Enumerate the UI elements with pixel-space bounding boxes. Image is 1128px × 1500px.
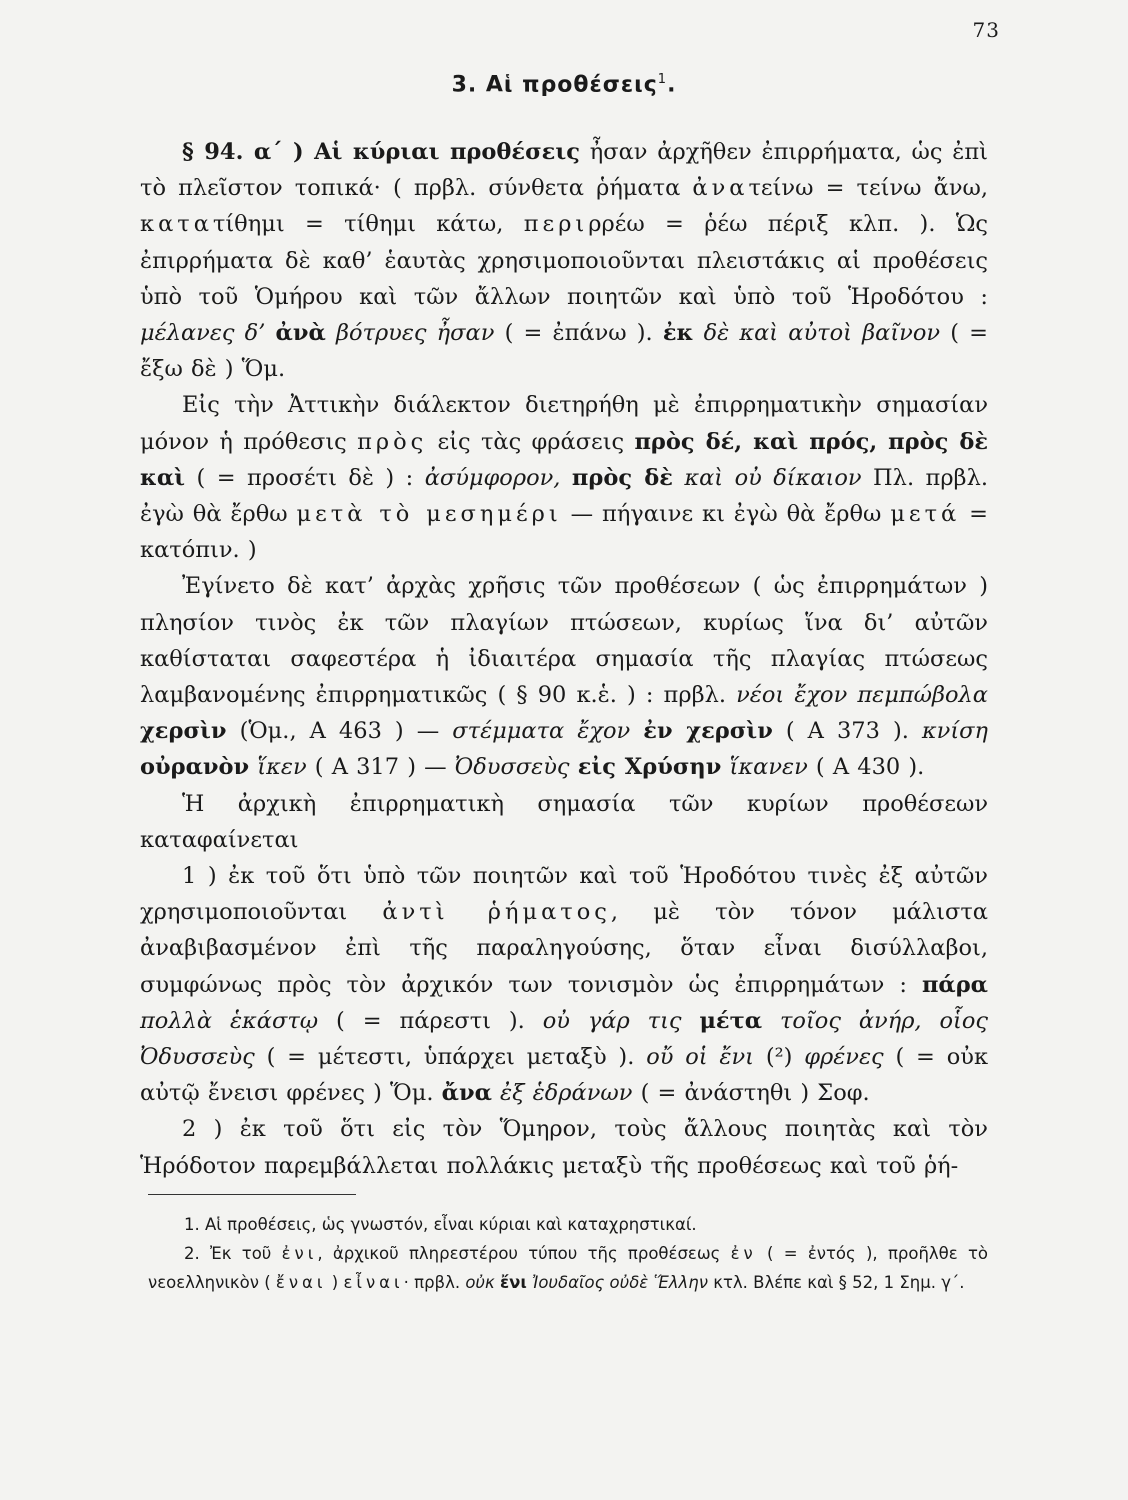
paragraph-segment: 1 ) ἐκ τοῦ ὅτι ὑπὸ τῶν ποιητῶν καὶ τοῦ Ἡροδότου τινὲς ἐξ αὐτῶν χρησιμοποιοῦνται (140, 863, 988, 926)
section-title: 3. Αἱ προθέσεις$^1$. (451, 72, 677, 98)
paragraph-segment: νέοι ἔχον πεμπώβολα (736, 682, 988, 709)
paragraph-segment: μέλανες δ’ (140, 320, 276, 347)
paragraph-94 (140, 134, 988, 387)
main-text (140, 134, 988, 1184)
paragraph-segment: πρὸς (357, 428, 428, 455)
footnote-segment: Ἰουδαῖος οὐδὲ Ἕλλην (526, 1273, 708, 1292)
footnote-segment: ἐνι (281, 1244, 318, 1263)
paragraph-segment: τίθημι = τίθημι κάτω, (212, 211, 524, 238)
paragraph-point-2 (140, 1111, 988, 1183)
paragraph-segment: δὲ καὶ αὐτοὶ βαῖνον (693, 320, 941, 347)
footnote-segment: κτλ. Βλέπε καὶ § 52, 1 Σημ. γ΄. (707, 1273, 965, 1292)
paragraph-segment: χερσὶν (140, 718, 227, 745)
footnote-divider (148, 1194, 356, 1195)
paragraph-segment: εἰς τὰς φράσεις (427, 428, 635, 455)
paragraph-segment: ( Α 430 ). (807, 754, 925, 781)
paragraph-segment: ( = ἀνάστηθι ) Σοφ. (632, 1080, 870, 1107)
paragraph-segment: ἄνα (441, 1080, 492, 1107)
paragraph-segment: εἰς Χρύσην (577, 754, 722, 781)
paragraph-segment: ἀνὰ (275, 320, 326, 347)
paragraph-segment: ἵκανεν (721, 754, 808, 781)
footnote-segment: ἔνι (499, 1273, 527, 1292)
paragraph-segment: πάρα (921, 971, 988, 998)
paragraph-segment: ( = ἐπάνω ). (494, 320, 663, 347)
paragraph-segment: ( = μέτεστι, ὑπάρχει μεταξὺ ). (254, 1044, 647, 1071)
paragraph-segment: φρένες (804, 1044, 884, 1071)
paragraph-segment: ( = προσέτι δὲ ) : (185, 464, 425, 491)
paragraph-segment: Ὀδυσσεὺς (454, 754, 578, 781)
paragraph-segment: § 94. α΄ ) Αἱ κύριαι προθέσεις (182, 139, 580, 165)
footnote-segment: · πρβλ. (403, 1273, 466, 1292)
paragraph-segment: οὐ γάρ τις (542, 1007, 700, 1034)
paragraph-segment: ( Α 317 ) — (306, 754, 455, 781)
paragraph-segment: (Ὁμ., Α 463 ) — (226, 718, 453, 745)
footnote-segment: εἶναι (343, 1273, 404, 1292)
paragraph-segment: περι (523, 211, 589, 238)
paragraph-segment: πρὸς δὲ (571, 464, 673, 491)
paragraph-segment: κνίση (921, 718, 989, 745)
paragraph-segment: ἐν χερσὶν (643, 718, 773, 745)
paragraph-segment: καὶ οὐ δίκαιον (672, 464, 862, 491)
footnote-1 (148, 1210, 988, 1239)
paragraph-segment: τοῖος ἀνήρ, οἷος Ὀδυσσεὺς (140, 1007, 988, 1071)
paragraph-segment: 2 ) ἐκ τοῦ ὅτι εἰς τὸν Ὅμηρον, τοὺς ἄλλους ποιητὰς καὶ τὸν Ἡρόδοτον παρεμβάλλεται πολλάκις μεταξὺ τῆς προθέσεως καὶ τοῦ ῥή- (140, 1116, 988, 1179)
paragraph-segment: οὔ οἱ ἔνι (646, 1044, 754, 1071)
paragraph-segment: τείνω = τείνω ἄνω, (748, 175, 988, 202)
paragraph-segment: οὐρανὸν (140, 754, 250, 781)
footnote-segment: ) (326, 1273, 344, 1292)
paragraph-segment: βότρυες ἦσαν (325, 320, 495, 347)
paragraph-segment: ( = ἔξω δὲ ) Ὅμ. (140, 320, 989, 383)
paragraph-segment: ἦσαν ἀρχῆθεν ἐπιρρήματα, ὡς ἐπὶ τὸ πλεῖστον τοπικά· ( πρβλ. σύνθετα ῥήματα (140, 139, 988, 202)
paragraph-adverbial-meaning (140, 786, 988, 858)
paragraph-segment: ἐκ (662, 320, 694, 347)
paragraph-segment: ἀνα (692, 175, 749, 202)
paragraph-segment: (²) (754, 1044, 805, 1071)
paragraph-segment: — πήγαινε κι ἐγὼ θὰ ἔρθω (561, 501, 891, 528)
paragraph-attic-dialect (140, 387, 988, 568)
paragraph-segment: Ἐγίνετο δὲ κατ’ ἀρχὰς χρῆσις τῶν προθέσεων ( ὡς ἐπιρρημάτων ) πλησίον τινὸς ἐκ τῶν πλαγίων πτώσεων, κυρίως ἵνα δι’ αὐτῶν καθίσταται σαφεστέρα ἡ ἰδιαιτέρα σημασία τῆς πλαγίας πτώσεως λαμβανομένης ἐπιρρηματικῶς ( § 90 κ.ἑ. ) : πρβλ. (140, 573, 988, 709)
footnote-segment: ( = ἐντός ), προῆλθε τὸ νεοελληνικὸν ( (148, 1244, 988, 1292)
paragraph-segment: ( = οὐκ αὐτῷ ἔνεισι φρένες ) Ὅμ. (140, 1044, 989, 1107)
paragraph-segment: Πλ. πρβλ. ἐγὼ θὰ ἔρθω (140, 464, 988, 528)
footnotes (148, 1210, 988, 1297)
section-title-text: 3. Αἱ προθέσεις (451, 72, 658, 98)
paragraph-segment: ( Α 373 ). (772, 718, 922, 745)
paragraph-point-1 (140, 858, 988, 1111)
paragraph-segment: πολλὰ ἑκάστῳ (140, 1007, 319, 1034)
footnote-segment: 2. Ἐκ τοῦ (184, 1244, 282, 1263)
paragraph-segment: , μὲ τὸν τόνον μάλιστα ἀναβιβασμένον ἐπὶ τῆς παραληγούσης, ὅταν εἶναι δισύλλαβοι, συμφώνως πρὸς τὸν ἀρχικόν των τονισμὸν ὡς ἐπιρρημάτων : (140, 899, 988, 998)
paragraph-segment: ἀντὶ ῥήματος (382, 899, 611, 926)
paragraph-segment: μετά (890, 501, 961, 528)
footnote-segment: ἐν (730, 1244, 757, 1263)
section-title-footnote-ref: 1 (657, 72, 668, 87)
paragraph-segment: ἀσύμφορον, (424, 464, 572, 491)
footnote-segment: 1. Αἱ προθέσεις, ὡς γνωστόν, εἶναι κύριαι καὶ καταχρηστικαί. (184, 1215, 697, 1234)
paragraph-segment: στέμματα ἔχον (452, 718, 644, 745)
footnote-segment: ἔναι (275, 1273, 327, 1292)
paragraph-segment: πρὸς δέ, καὶ πρός, πρὸς δὲ καὶ (140, 428, 989, 491)
paragraph-segment: ἵκεν (249, 754, 307, 781)
footnote-segment: , ἀρχικοῦ πληρεστέρου τύπου τῆς προθέσεως (317, 1244, 731, 1263)
paragraph-segment: ρρέω = ῥέω πέριξ κλπ. ). Ὡς ἐπιρρήματα δὲ καθ’ ἑαυτὰς χρησιμοποιοῦνται πλειστάκις αἱ προθέσεις ὑπὸ τοῦ Ὁμήρου καὶ τῶν ἄλλων ποιητῶν καὶ ὑπὸ τοῦ Ἡροδότου : (140, 211, 988, 310)
paragraph-segment: ( = πάρεστι ). (318, 1007, 543, 1034)
footnote-segment: οὐκ (465, 1273, 500, 1292)
paragraph-segment: κατα (140, 211, 213, 238)
paragraph-segment: Εἰς τὴν Ἀττικὴν διάλεκτον διετηρήθη μὲ ἐπιρρηματικὴν σημασίαν μόνον ἡ πρόθεσις (140, 392, 988, 455)
paragraph-segment: = κατόπιν. ) (140, 501, 988, 564)
paragraph-segment: Ἡ ἀρχικὴ ἐπιρρηματικὴ σημασία τῶν κυρίων προθέσεων καταφαίνεται (140, 790, 988, 853)
paragraph-segment: ἐξ ἑδράνων (491, 1080, 633, 1107)
paragraph-early-usage (140, 568, 988, 785)
page-number: 73 (972, 18, 1000, 42)
footnote-2 (148, 1239, 988, 1297)
paragraph-segment: μετὰ τὸ μεσημέρι (296, 501, 562, 528)
paragraph-segment: μέτα (699, 1007, 763, 1034)
